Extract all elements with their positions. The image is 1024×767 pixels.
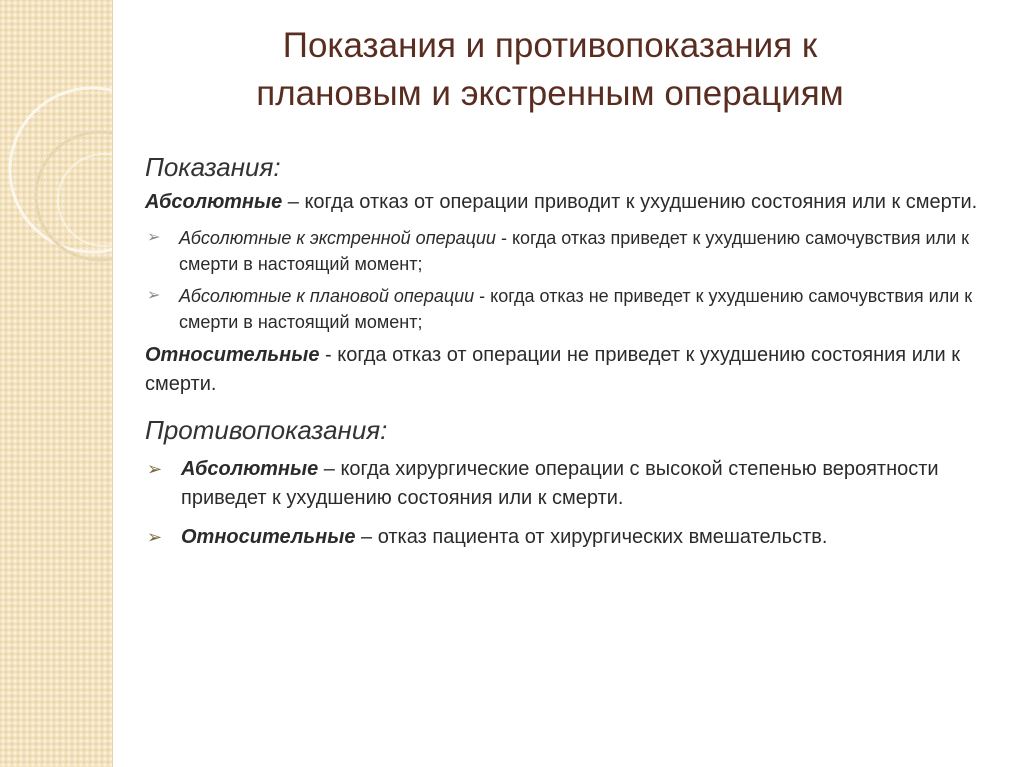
arrow-bullet-icon: ➢ [147, 527, 163, 547]
arrow-bullet-icon: ➢ [147, 229, 161, 246]
decorative-side-panel [0, 0, 113, 767]
page-title [150, 22, 950, 118]
title-line-1: Показания и противопоказания к [282, 26, 818, 65]
indications-absolute-paragraph [145, 188, 1005, 217]
list-item [145, 225, 1005, 277]
indications-relative-text: - когда отказ от операции не приведет к ухудшению состояния или к смерти. [145, 344, 961, 395]
contraindications-heading: Противопоказания: [145, 415, 388, 445]
contraindication-term: Относительные [181, 526, 356, 548]
indications-relative-paragraph [145, 341, 1005, 399]
sub-item-term: Абсолютные к экстренной операции [179, 228, 496, 248]
contraindication-term: Абсолютные [181, 458, 319, 480]
decorative-circles-icon [0, 0, 112, 767]
list-item [145, 523, 1005, 552]
indications-heading: Показания: [145, 152, 281, 182]
sub-item-text: - когда отказ приведет к ухудшению самочувствия или к смерти в настоящий момент; [179, 228, 970, 274]
indications-relative-term: Относительные [145, 344, 320, 366]
contraindications-list [145, 455, 1005, 552]
arrow-bullet-icon: ➢ [147, 459, 163, 479]
indications-absolute-text: – когда отказ от операции приводит к ухудшению состояния или к смерти. [282, 191, 978, 213]
list-item [145, 283, 1005, 335]
sub-item-text: - когда отказ не приведет к ухудшению самочувствия или к смерти в настоящий момент; [179, 286, 973, 332]
slide-content [145, 150, 1005, 562]
arrow-bullet-icon: ➢ [147, 287, 161, 304]
contraindication-text: – отказ пациента от хирургических вмешательств. [355, 526, 828, 548]
contraindication-text: – когда хирургические операции с высокой степенью вероятности приведет к ухудшению состояния или к смерти. [181, 458, 939, 509]
list-item [145, 455, 1005, 513]
indications-sub-list [145, 225, 1005, 335]
title-line-2: плановым и экстренным операциям [256, 74, 844, 113]
sub-item-term: Абсолютные к плановой операции [179, 286, 475, 306]
indications-absolute-term: Абсолютные [145, 191, 283, 213]
